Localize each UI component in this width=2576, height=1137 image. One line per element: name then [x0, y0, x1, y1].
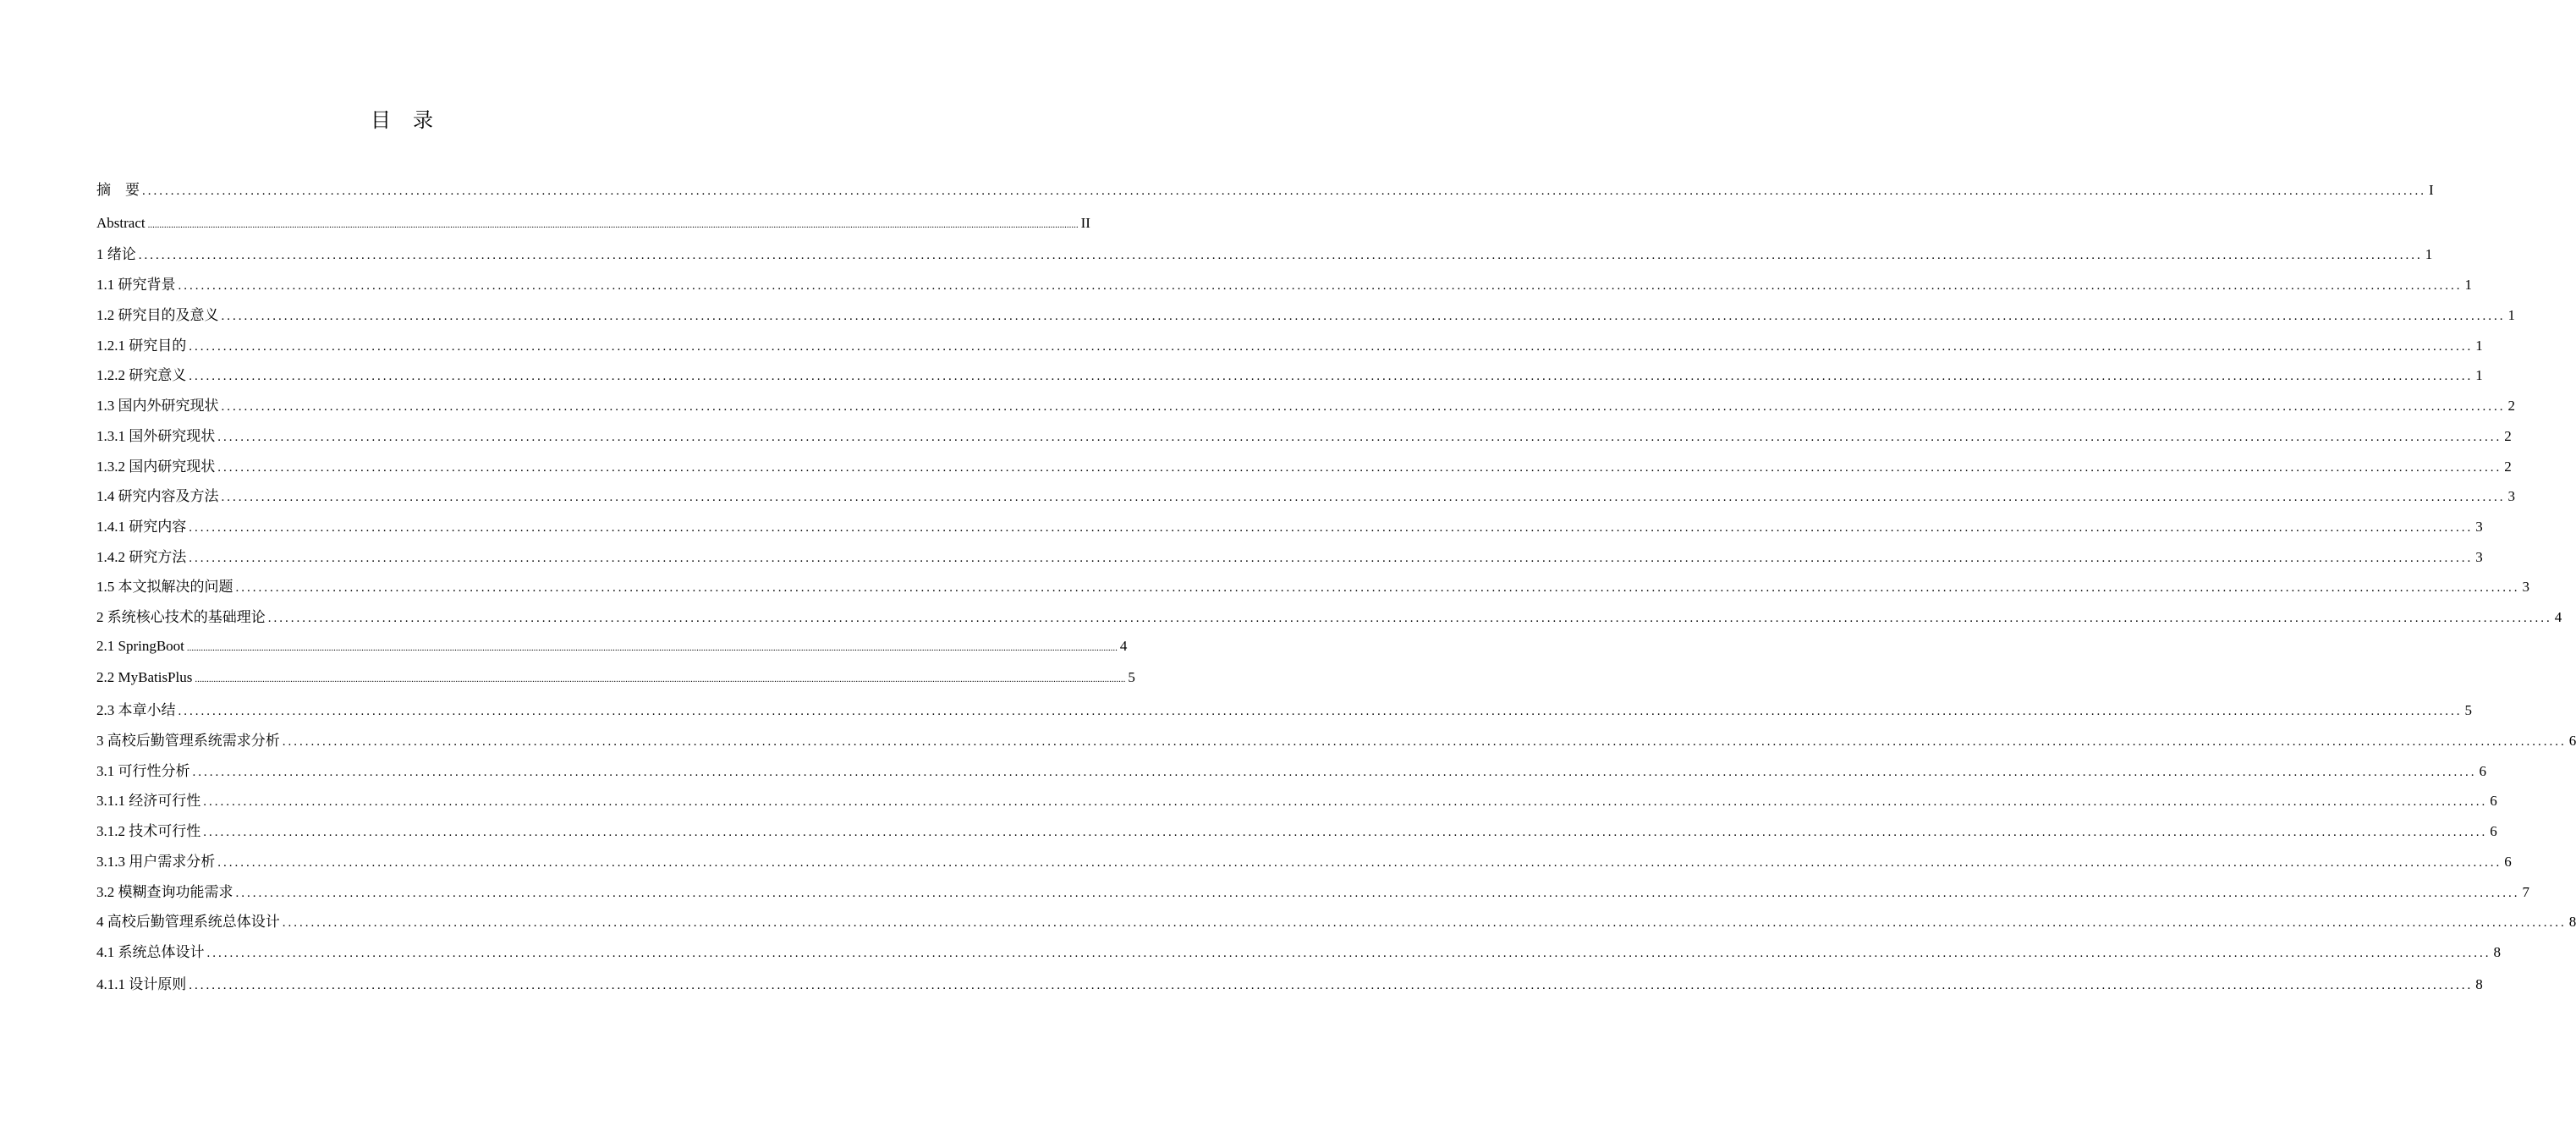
toc-entry[interactable]	[96, 245, 2433, 265]
toc-entry[interactable]	[96, 943, 2501, 963]
toc-entry-label: 1.3.2 国内研究现状	[96, 459, 216, 475]
toc-entry-page-number: 1	[2475, 367, 2483, 383]
toc-dot-leader: ................................................................................................................................................................................................................................................................................................................................................................................................................	[189, 370, 2474, 383]
toc-entry-page-number: I	[2429, 182, 2434, 198]
toc-entry-label: 1.4.2 研究方法	[96, 549, 187, 565]
toc-dot-leader: ................................................................................................................................................................................................................................................................................................................................................................................................................	[142, 184, 2426, 198]
toc-entry-label: 3.1.3 用户需求分析	[96, 854, 216, 870]
toc-entry[interactable]	[96, 913, 2576, 932]
toc-entry-label: 1.4.1 研究内容	[96, 519, 187, 535]
toc-title-char-1: 目	[371, 108, 391, 132]
toc-entry-label: 3 高校后勤管理系统需求分析	[96, 733, 280, 749]
toc-entry[interactable]	[96, 548, 2483, 568]
toc-entry-label: 1.2.1 研究目的	[96, 338, 187, 354]
toc-entry[interactable]	[96, 975, 2483, 995]
toc-entry-page-number: 6	[2479, 763, 2486, 779]
toc-entry[interactable]	[96, 701, 2472, 721]
toc-dot-leader: ................................................................................................................................................................................................................................................................................................................................................................................................................	[221, 400, 2506, 414]
toc-dot-leader: ................................................................................................................................................................................................................................................................................................................................................................................................................	[217, 856, 2502, 870]
toc-entry-page-number: 3	[2475, 519, 2483, 535]
toc-entry-label: 1.1 研究背景	[96, 277, 176, 293]
toc-dot-leader: ................................................................................................................................................................................................................................................................................................................................................................................................................	[221, 491, 2506, 504]
toc-entry-page-number: 2	[2504, 459, 2512, 475]
toc-entry-label: 1.4 研究内容及方法	[96, 488, 219, 504]
toc-entry-label: Abstract	[96, 215, 146, 231]
toc-entry-label: 1.3 国内外研究现状	[96, 398, 219, 414]
toc-entry-page-number: 4	[2554, 609, 2562, 625]
toc-entry[interactable]	[96, 276, 2472, 295]
toc-entry-page-number: 3	[2475, 549, 2483, 565]
toc-entry-label: 2.2 MyBatisPlus	[96, 669, 193, 685]
toc-entry-label: 1.5 本文拟解决的问题	[96, 579, 233, 595]
toc-dot-leader: ................................................................................................................................................................................................................................................................................................................................................................................................................	[138, 249, 2423, 262]
toc-entry-page-number: 8	[2568, 914, 2576, 930]
toc-entry-label: 摘 要	[96, 182, 140, 198]
toc-entry[interactable]	[96, 397, 2515, 416]
toc-entry-label: 3.1.1 经济可行性	[96, 793, 201, 809]
toc-entry-label: 3.1 可行性分析	[96, 763, 190, 779]
toc-entry-label: 1.2.2 研究意义	[96, 367, 187, 383]
toc-entry[interactable]	[96, 732, 2576, 751]
toc-entry[interactable]	[96, 853, 2512, 872]
toc-entry[interactable]	[96, 487, 2515, 507]
toc-title-char-2: 录	[413, 108, 433, 132]
toc-dot-leader: ................................................................................................................................................................................................................................................................................................................................................................................................................	[189, 340, 2474, 354]
toc-entry[interactable]	[96, 337, 2483, 356]
toc-entry-label: 2.3 本章小结	[96, 702, 176, 718]
toc-entry-page-number: 5	[1128, 669, 1135, 685]
toc-dot-leader: ................................................................................................................................................................................................................................................................................................................................................................................................................	[217, 461, 2502, 475]
toc-dot-leader: ................................................................................................................................................................................................................................................................................................................................................................................................................	[147, 220, 1079, 230]
toc-entry[interactable]	[96, 822, 2497, 842]
toc-entry[interactable]	[96, 458, 2512, 477]
toc-dot-leader: ................................................................................................................................................................................................................................................................................................................................................................................................................	[203, 826, 2488, 839]
toc-title	[0, 103, 804, 133]
toc-entry-page-number: 2	[2507, 398, 2515, 414]
toc-entry-label: 3.1.2 技术可行性	[96, 823, 201, 839]
toc-dot-leader: ................................................................................................................................................................................................................................................................................................................................................................................................................	[282, 735, 2567, 749]
toc-entry-label: 3.2 模糊查询功能需求	[96, 884, 233, 900]
toc-dot-leader: ................................................................................................................................................................................................................................................................................................................................................................................................................	[282, 916, 2567, 930]
toc-dot-leader: ................................................................................................................................................................................................................................................................................................................................................................................................................	[186, 643, 1118, 653]
toc-dot-leader: ................................................................................................................................................................................................................................................................................................................................................................................................................	[235, 581, 2520, 595]
toc-dot-leader: ................................................................................................................................................................................................................................................................................................................................................................................................................	[178, 279, 2463, 293]
toc-entry-page-number: 1	[2464, 277, 2472, 293]
toc-entry[interactable]	[96, 608, 2562, 628]
toc-entry-label: 1 绪论	[96, 246, 136, 262]
toc-entry-page-number: 5	[2464, 702, 2472, 718]
toc-dot-leader: ................................................................................................................................................................................................................................................................................................................................................................................................................	[203, 795, 2488, 809]
toc-dot-leader: ................................................................................................................................................................................................................................................................................................................................................................................................................	[192, 766, 2477, 779]
toc-entry-page-number: 3	[2507, 488, 2515, 504]
toc-entry[interactable]	[96, 427, 2512, 447]
toc-entry-page-number: 1	[2507, 307, 2515, 323]
toc-dot-leader: ................................................................................................................................................................................................................................................................................................................................................................................................................	[221, 310, 2506, 323]
toc-dot-leader: ................................................................................................................................................................................................................................................................................................................................................................................................................	[217, 431, 2502, 444]
toc-entry[interactable]	[96, 181, 2434, 200]
toc-entry[interactable]	[96, 637, 1128, 657]
toc-entry-page-number: 4	[1119, 638, 1128, 654]
toc-entry-page-number: 3	[2522, 579, 2529, 595]
toc-dot-leader: ................................................................................................................................................................................................................................................................................................................................................................................................................	[235, 887, 2520, 900]
toc-entry-page-number: 1	[2425, 246, 2433, 262]
toc-entry[interactable]	[96, 306, 2515, 326]
toc-entry[interactable]	[96, 668, 1135, 689]
toc-dot-leader: ................................................................................................................................................................................................................................................................................................................................................................................................................	[189, 979, 2474, 992]
toc-entry-page-number: 8	[2475, 976, 2483, 992]
toc-dot-leader: ................................................................................................................................................................................................................................................................................................................................................................................................................	[206, 947, 2491, 960]
toc-entry-page-number: 6	[2490, 823, 2497, 839]
toc-entry-page-number: II	[1080, 215, 1090, 231]
toc-entry-page-number: 6	[2568, 733, 2576, 749]
toc-entry-label: 4.1 系统总体设计	[96, 944, 205, 960]
toc-entry-label: 1.3.1 国外研究现状	[96, 428, 216, 444]
toc-entry[interactable]	[96, 518, 2483, 537]
toc-dot-leader: ................................................................................................................................................................................................................................................................................................................................................................................................................	[178, 705, 2463, 718]
toc-entry-label: 1.2 研究目的及意义	[96, 307, 219, 323]
toc-entry-page-number: 6	[2504, 854, 2512, 870]
toc-entry[interactable]	[96, 883, 2529, 903]
toc-entry-page-number: 7	[2522, 884, 2529, 900]
toc-dot-leader: ................................................................................................................................................................................................................................................................................................................................................................................................................	[189, 552, 2474, 565]
toc-dot-leader: ................................................................................................................................................................................................................................................................................................................................................................................................................	[267, 612, 2552, 625]
toc-dot-leader: ................................................................................................................................................................................................................................................................................................................................................................................................................	[195, 674, 1126, 684]
toc-entry-label: 4.1.1 设计原则	[96, 976, 187, 992]
toc-entry-label: 4 高校后勤管理系统总体设计	[96, 914, 280, 930]
toc-entry[interactable]	[96, 792, 2497, 811]
toc-entry-page-number: 1	[2475, 338, 2483, 354]
toc-entry[interactable]	[96, 578, 2529, 597]
toc-entry-label: 2 系统核心技术的基础理论	[96, 609, 266, 625]
toc-entry[interactable]	[96, 762, 2486, 782]
toc-entry-label: 2.1 SpringBoot	[96, 638, 184, 654]
toc-entry[interactable]	[96, 214, 1090, 234]
toc-entry-page-number: 2	[2504, 428, 2512, 444]
toc-entry[interactable]	[96, 366, 2483, 386]
toc-dot-leader: ................................................................................................................................................................................................................................................................................................................................................................................................................	[189, 521, 2474, 535]
toc-entry-page-number: 6	[2490, 793, 2497, 809]
toc-entry-page-number: 8	[2493, 944, 2501, 960]
